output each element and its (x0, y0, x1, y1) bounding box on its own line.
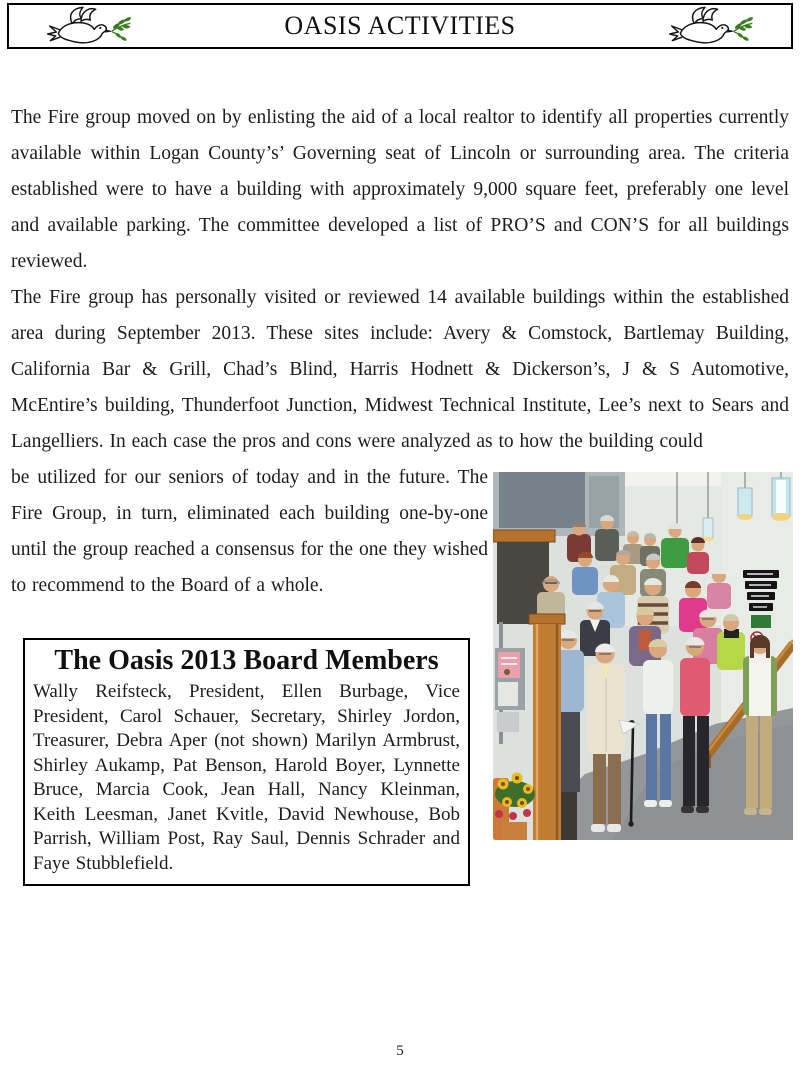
dove-olive-branch-icon (35, 6, 143, 46)
board-members-title: The Oasis 2013 Board Members (54, 645, 439, 676)
header (7, 3, 793, 49)
page-number: 5 (396, 1043, 404, 1059)
board-members-box (23, 638, 470, 886)
dove-olive-branch-icon (657, 6, 765, 46)
photo-text-wrap-section (11, 460, 789, 886)
group-photo (493, 472, 793, 840)
page-title: OASIS ACTIVITIES (284, 11, 516, 40)
paragraph-buildings-visited: The Fire group has personally visited or reviewed 14 available buildings within the established area during September 2013. These sites include: Avery & Comstock, Bartlemay Building, California Bar & Grill, Chad’s Blind, Harris Hodnett & Dickerson’s, J & S Automotive, McEntire’s building, Thunderfoot Junction, Midwest Technical Institute, Lee’s next to Sears and Langelliers. In each case the pros and cons were analyzed as to how the building could (11, 287, 789, 452)
paragraph-fire-group-realtor: The Fire group moved on by enlisting the aid of a local realtor to identify all properties currently available within Logan County’s’ Governing seat of Lincoln or surrounding area. The criteria established were to have a building with approximately 9,000 square feet, preferably one level and available parking. The committee developed a list of PRO’S and CON’S for all buildings reviewed. (11, 107, 789, 272)
board-members-list: Wally Reifsteck, President, Ellen Burbage, Vice President, Carol Schauer, Secretary, Shirley Jordon, Treasurer, Debra Aper (not shown) Marilyn Armbrust, Shirley Aukamp, Pat Benson, Harold Boyer, Lynnette Bruce, Marcia Cook, Jean Hall, Nancy Kleinman, Keith Leesman, Janet Kvitle, David Newhouse, Bob Parrish, William Post, Ray Saul, Dennis Schrader and Faye Stubblefield. (33, 681, 460, 874)
article-body (0, 100, 800, 886)
paragraph-wrapped-beside-photo: be utilized for our seniors of today and in the future. The Fire Group, in turn, eliminated each building one-by-one until the group reached a consensus for the one they wished to recommend to the Board of a whole. (11, 467, 488, 596)
